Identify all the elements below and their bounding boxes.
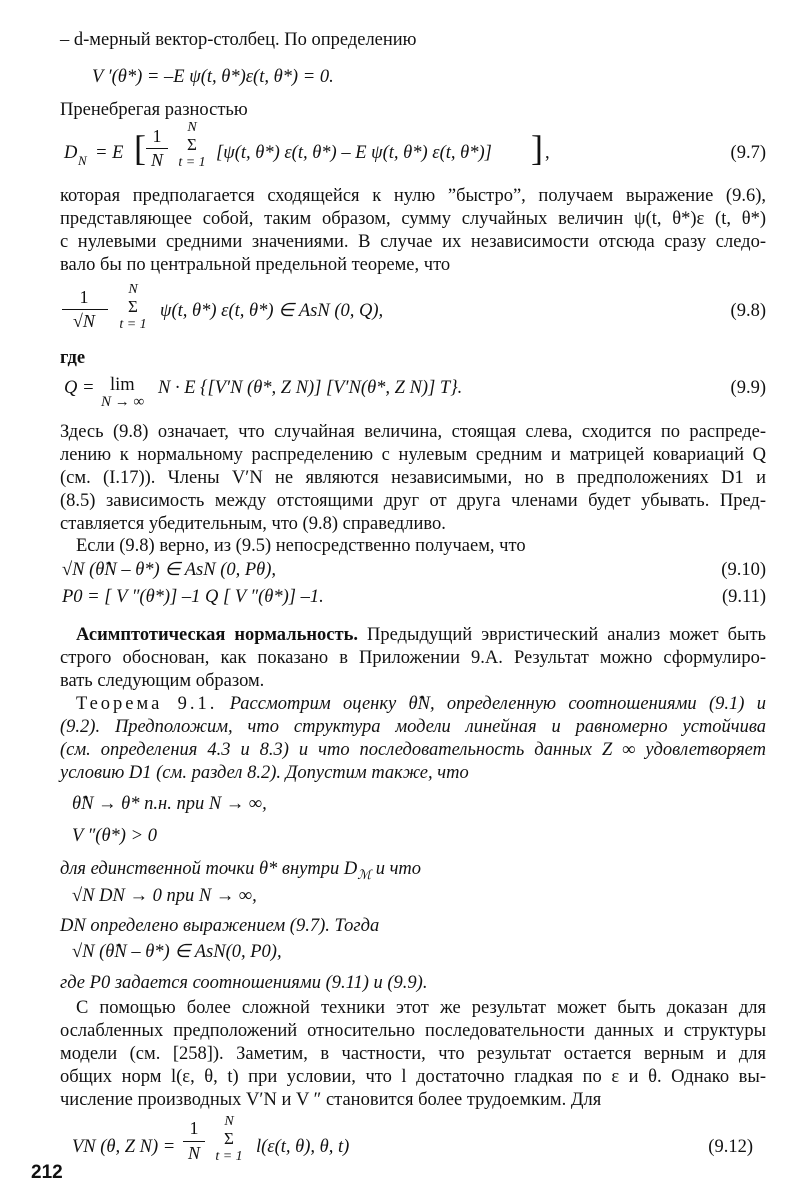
text-line: ослабленных предположений относительно последовательности данных и структуры [60,1021,766,1041]
text-line: представляющее собой, таким образом, сумму случайных величин ψ(t, θ*)ε (t, θ*) [60,209,766,229]
text-line: лению к нормальному распределению с нулевым средним и матрицей ковариаций Q [60,445,766,465]
eq97-body: [ψ(t, θ*) ε(t, θ*) – E ψ(t, θ*) ε(t, θ*)] [216,143,492,163]
text-line: вало бы по центральной предельной теореме, что [60,255,451,275]
eq97-e: = E [95,143,124,163]
text-line: ставляется убедительным, что (9.8) справедливо. [60,514,446,534]
eq912-lhs: VN (θ, Z N) = [72,1137,176,1157]
text-span: для единственной точки θ* внутри D [60,859,358,879]
eq98-frac-num: 1 [79,287,89,307]
eq98-frac-den: √N [73,311,95,331]
text-line: общих норм l(ε, θ, t) при условии, что l достаточно гладкая по ε и θ. Однако вы- [60,1067,766,1087]
text-line: Здесь (9.8) означает, что случайная величина, стоящая слева, сходится по распреде- [60,422,766,442]
equation-9-11: P0 = [ V ″(θ*)] –1 Q [ V ″(θ*)] –1. [62,587,324,607]
eq97-bracket-open: [ [134,128,146,168]
eq911-number: (9.11) [721,587,766,607]
eq912-body: l(ε(t, θ), θ, t) [256,1137,350,1157]
text-line: (8.5) зависимость между отстоящими друг от друга членами будет убывать. Пред- [60,491,766,511]
text-line: DN определено выражением (9.7). Тогда [60,916,380,936]
eq99-number: (9.9) [730,378,766,398]
text-span: и что [371,859,422,879]
text-line [60,858,421,881]
eq97-lhs: D [64,143,78,163]
text-line [76,624,766,647]
text-line: строго обоснован, как показано в Приложении 9.А. Результат можно сформулиро- [60,648,766,668]
eq912-sum-sym: Σ [224,1129,234,1148]
equation-9-10: √N (θ̂N – θ*) ∈ AsN (0, Pθ), [62,560,277,580]
eq912-frac-num: 1 [189,1118,199,1138]
eq97-lhs-sub: N [78,153,87,168]
eq97-frac-den: N [150,150,163,170]
page-number: 212 [31,1162,63,1183]
eq97-number: (9.7) [730,143,766,163]
equation-vprime: V ′(θ*) = –E ψ(t, θ*)ε(t, θ*) = 0. [92,67,334,87]
text-line: числение производных V′N и V ″ становится более трудоемким. Для [60,1090,602,1110]
eq97-frac-num: 1 [152,126,162,146]
eq98-sum-top: N [128,282,138,297]
text-line: которая предполагается сходящейся к нулю ”быстро”, получаем выражение (9.6), [60,186,766,206]
eq97-end: , [545,143,550,163]
eq912-sum-bot: t = 1 [215,1149,243,1164]
theorem-label: Теорема 9.1. [76,694,218,714]
eq98-sum-sym: Σ [128,297,138,316]
text-line: где [60,348,86,368]
eq912-sum-top: N [224,1114,234,1129]
script-m-subscript: ℳ [357,867,372,882]
text-line: модели (см. [258]). Заметим, в частности, что результат остается верным и для [60,1044,766,1064]
eq97-sum-sym: Σ [187,135,197,154]
text-span: Предыдущий эвристический анализ может быть [357,625,766,645]
theorem-condition-3: √N DN → 0 при N → ∞, [72,886,257,906]
text-line: (см. (I.17)). Члены V′N не являются независимыми, но в предположениях D1 и [60,468,766,488]
eq98-body: ψ(t, θ*) ε(t, θ*) ∈ AsN (0, Q), [160,301,384,321]
eq99-lim-sub: N → ∞ [101,394,145,410]
text-line [76,693,766,716]
eq912-number: (9.12) [708,1137,753,1157]
eq99-lhs: Q = [64,378,95,398]
text-line: с нулевыми средними значениями. В случае их независимости отсюда сразу следо- [60,232,766,252]
eq910-number: (9.10) [721,560,766,580]
theorem-condition-2: V ″(θ*) > 0 [72,826,157,846]
eq97-bracket-close: ] [531,128,543,168]
text-line: – d-мерный вектор-столбец. По определению [60,30,417,50]
eq98-number: (9.8) [730,301,766,321]
eq912-frac-den: N [187,1143,200,1163]
text-line: вать следующим образом. [60,671,265,691]
eq99-lim: lim [110,375,135,395]
text-line: (9.2). Предположим, что структура модели линейная и равномерно устойчива [60,717,766,737]
eq99-body: N · E {[V′N (θ*, Z N)] [V′N(θ*, Z N)] T}. [158,378,463,398]
section-heading: Асимптотическая нормальность. [76,625,358,645]
text-line: Пренебрегая разностью [60,100,248,120]
eq98-sum-bot: t = 1 [119,317,147,332]
text-line: где P0 задается соотношениями (9.11) и (9.9). [60,973,428,993]
text-line: условию D1 (см. раздел 8.2). Допустим также, что [60,763,469,783]
text-line: (см. определения 4.3 и 8.3) и что последовательность данных Z ∞ удовлетворяет [60,740,766,760]
eq97-sum-top: N [187,120,197,135]
eq97-sum-bot: t = 1 [178,155,206,170]
text-span: Рассмотрим оценку θ̂N, определенную соотношениями (9.1) и [217,694,766,714]
theorem-conclusion: √N (θ̂N – θ*) ∈ AsN(0, P0), [72,942,282,962]
text-line: Если (9.8) верно, из (9.5) непосредственно получаем, что [76,536,526,556]
theorem-condition-1: θ̂N → θ* п.н. при N → ∞, [72,794,267,814]
text-line: С помощью более сложной техники этот же результат может быть доказан для [76,998,766,1018]
